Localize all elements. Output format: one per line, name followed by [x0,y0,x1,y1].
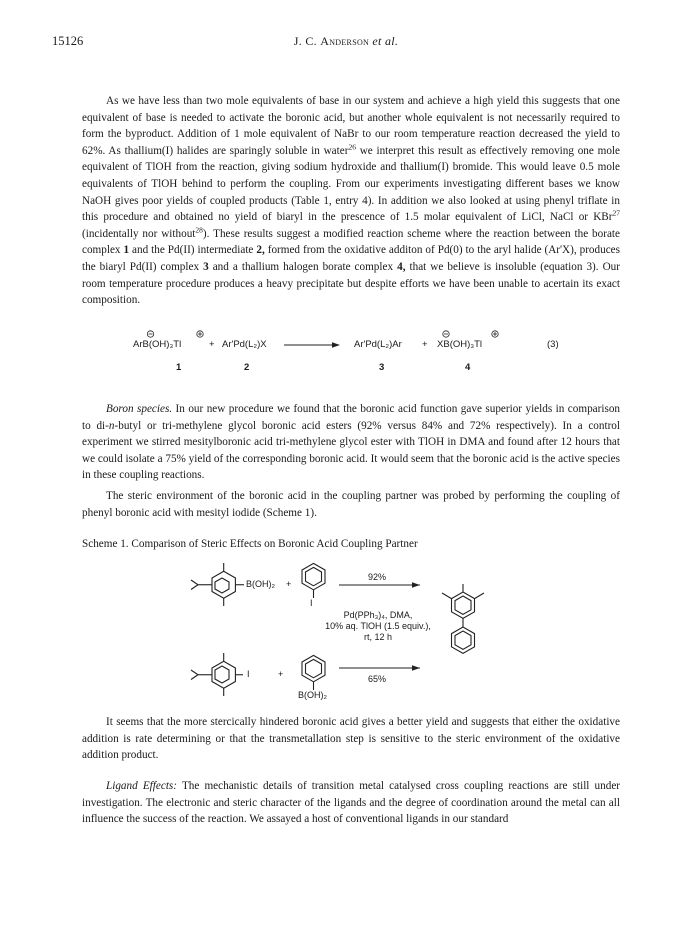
eq-reactant-borate: ArB(OH)₃Tl [133,339,182,350]
eq-plus-1: + [209,339,215,350]
eq-plus-2: + [422,339,428,350]
scheme-plus-bottom: + [278,669,284,679]
eq-reactant-pd: Ar'Pd(L₂)X [222,339,267,350]
mesityl-boronic-acid-structure [191,563,244,606]
phenylboronic-acid-structure [302,655,325,690]
scheme-1-caption: Scheme 1. Comparison of Steric Effects on Boronic Acid Coupling Partner [82,538,418,550]
citation-26: 26 [348,142,356,152]
compound-label-2: 2 [244,362,250,373]
yield-top: 92% [368,572,387,582]
label-iodo-top: I [310,598,313,608]
page-number: 15126 [52,34,84,48]
author-surname: Anderson [320,34,370,48]
compound-label-4: 4 [465,362,471,373]
paragraph-base-equivalents: As we have less than two mole equivalents of base in our system and achieve a high yield this suggests that one equivalent of base is needed to activate the boronic acid, but another whole equivalent is not necessarily required to form the byproduct. Addition of 1 mole equivalent of NaBr to our room temperature reaction decreased the yield to 62%. As thallium(I) halides are sparingly soluble in water$^{26}$ we interpret this result as effectively removing one mole equivalent of TlOH from the reaction, giving sodium hydroxide and thallium(I) bromide. This would leave 0.5 mole equivalents of TlOH behind to perform the coupling. From our experiments investigating different bases we know NaOH gives poor yields of coupled products (Table 1, entry 4). In addition we also looked at using phenyl triflate in this procedure and obtained no yield of biaryl in the prescence of 1.5 molar equivalent of LiCl, NaCl or KBr$^{27}$ (incidentally nor without$^{28}$). These results suggest a modified reaction scheme where the reaction between the borate complex 1 and the Pd(II) intermediate 2, formed from the oxidative additon of Pd(0) to the aryl halide (Ar'X), produces the biaryl Pd(II) complex 3 and a thallium halogen borate complex 4, that we believe is insoluble (equation 3). Our room temperature procedure produces a heavy precipitate but despite efforts we have been unable to acertain its exact composition. [82,95,620,307]
mesityl-iodide-structure [191,653,243,696]
scheme-plus-top: + [286,579,292,589]
citation-27: 27 [612,208,620,218]
biaryl-product-structure [442,584,484,653]
compound-label-3: 3 [379,362,385,373]
label-boronic-acid: B(OH)₂ [246,579,275,589]
conditions-line-1: Pd(PPh₃)₄, DMA, [343,610,413,620]
iodobenzene-structure [302,563,325,598]
citation-28: 28 [195,225,203,235]
author-initials: J. C. [293,34,321,48]
label-iodide-bottom: I [247,669,250,679]
paragraph-boron-species: Boron species. In our new procedure we found that the boronic acid function gave superior yields in comparison to di-n-butyl or tri-methylene glycol boronic acid esters (92% versus 84% and 72% respectively). In a control experiment we stirred mesitylboronic acid tri-methylene glycol ester with TlOH in DMA and found after 12 hours that we could isolate a 75% yield of the corresponding boronic acid. It would seem that the boronic acid is the active species in these coupling reactions. [82,403,621,482]
label-phenylboronic: B(OH)₂ [298,690,327,700]
eq-product-biaryl-pd: Ar'Pd(L₂)Ar [354,339,402,350]
author-suffix: et al. [369,34,399,48]
paragraph-steric-conclusion: It seems that the more stercically hindered boronic acid gives a better yield and suggests that either the oxidative addition is rate determining or that the transmetallation step is sensitive to the steric environment of the oxidative addition product. [82,716,620,762]
compound-label-1: 1 [176,362,182,373]
eq-product-tl-borate: XB(OH)₃Tl [437,339,483,350]
conditions-line-3: rt, 12 h [363,632,392,642]
paragraph-ligand-effects: Ligand Effects: The mechanistic details of transition metal catalysed cross coupling reactions are still under investigation. The electronic and steric character of the ligands and the degree of coordination around the metal can all influence the success of the reaction. We assayed a host of conventional ligands in our standard [82,780,621,826]
charge-symbols [147,331,498,337]
conditions-line-2: 10% aq. TlOH (1.5 equiv.), [325,621,431,631]
equation-number: (3) [547,339,559,350]
yield-bottom: 65% [368,674,387,684]
paragraph-steric-environment: The steric environment of the boronic acid in the coupling partner was probed by performing the coupling of phenyl boronic acid with mesityl iodide (Scheme 1). [82,490,620,519]
